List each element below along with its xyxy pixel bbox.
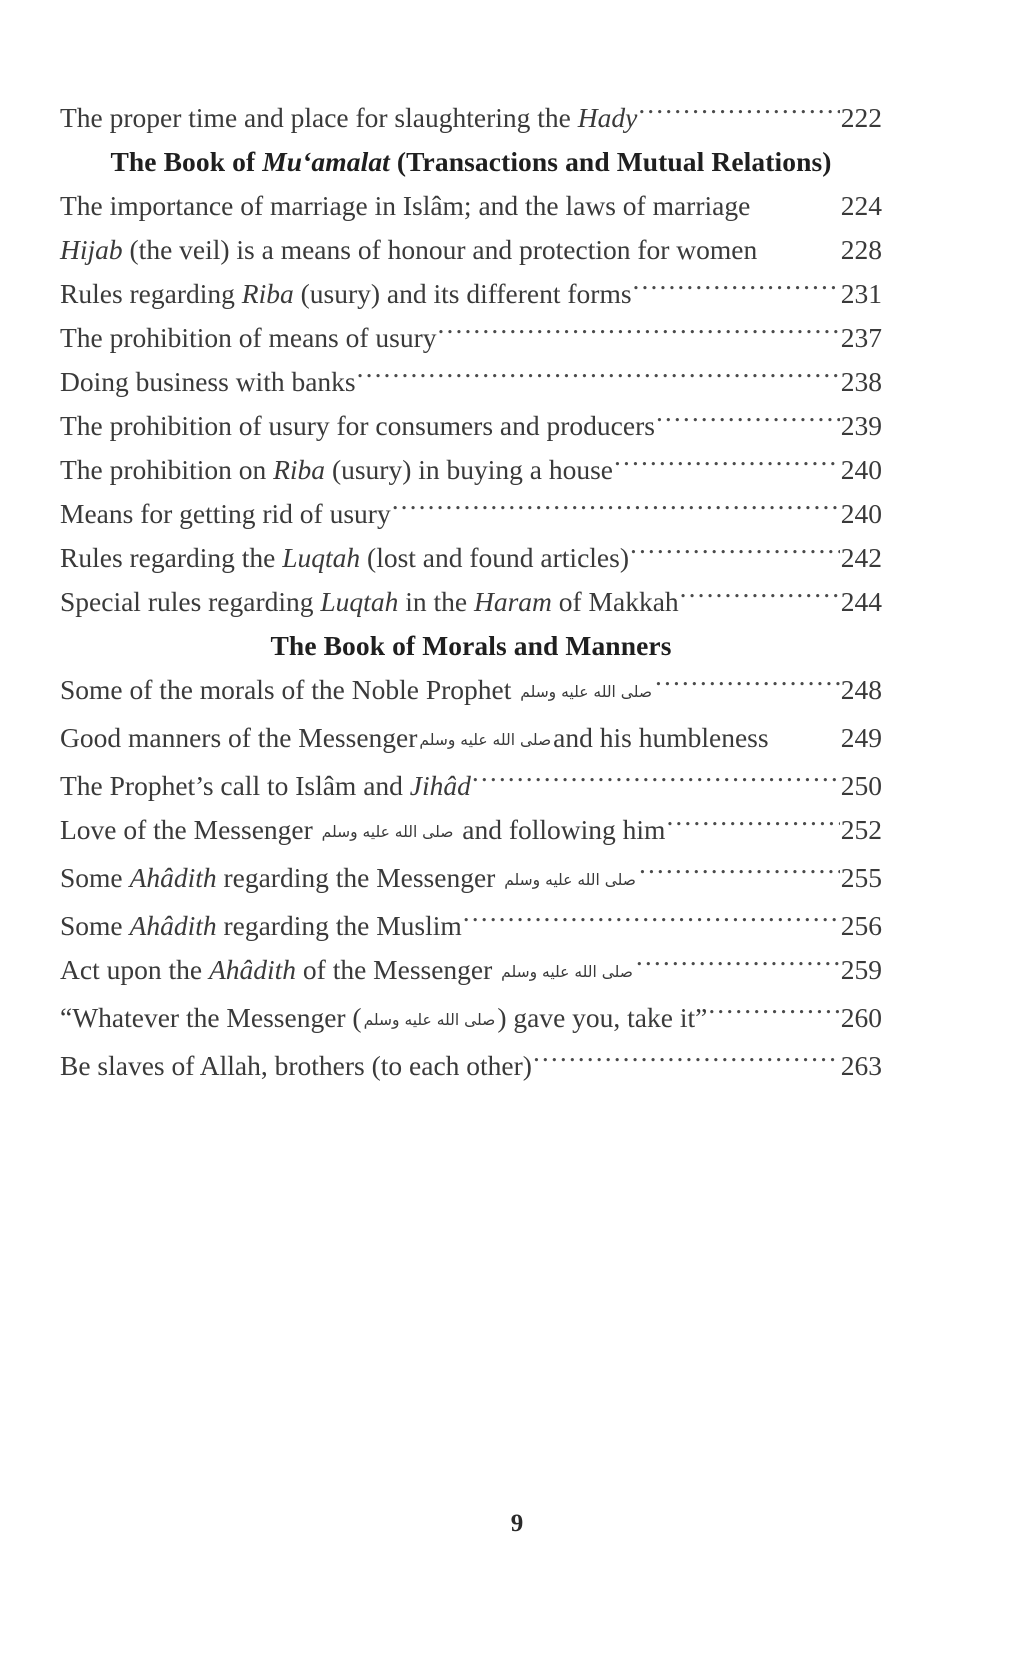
- toc-entry-title: [60, 96, 637, 140]
- toc-entry-title: [60, 536, 629, 580]
- toc-entry-title: [60, 184, 750, 228]
- toc-entry-title: [60, 904, 462, 948]
- toc-dot-leader: [438, 320, 840, 348]
- toc-title-text: Rules regarding the: [60, 542, 283, 573]
- toc-title-text: (Transactions and Mutual Relations): [389, 146, 832, 177]
- toc-dot-leader: [633, 276, 840, 304]
- toc-title-text: The prohibition of means of usury: [60, 322, 437, 353]
- toc-title-italic-term: Mu‘amalat: [262, 146, 390, 177]
- toc-dot-leader: [392, 496, 840, 524]
- toc-entry[interactable]: [60, 536, 882, 580]
- toc-title-text: of Makkah: [551, 586, 679, 617]
- toc-title-text: (the veil) is a means of honour and protection for women: [122, 234, 758, 265]
- toc-title-text: ) gave you, take it”: [497, 1002, 708, 1033]
- toc-title-text: Act upon the: [60, 954, 209, 985]
- toc-entry-title: [60, 404, 655, 448]
- toc-title-text: Love of the Messenger: [60, 814, 320, 845]
- salawat-arabic-honorific: صلى الله عليه وسلم: [504, 871, 636, 889]
- toc-dot-leader: [680, 584, 840, 612]
- toc-title-text: and following him: [455, 814, 666, 845]
- toc-entry[interactable]: [60, 1044, 882, 1088]
- toc-page-number: 240: [840, 498, 882, 529]
- toc-dot-leader: [656, 408, 840, 436]
- toc-dot-leader: [636, 952, 840, 980]
- toc-dot-leader: [770, 720, 840, 748]
- toc-page-number: 228: [840, 234, 882, 265]
- salawat-arabic-honorific: صلى الله عليه وسلم: [321, 823, 454, 841]
- toc-dot-leader: [708, 1000, 839, 1028]
- toc-entry-title: [60, 448, 613, 492]
- toc-dot-leader: [639, 860, 840, 888]
- toc-dot-leader: [472, 768, 840, 796]
- toc-title-text: Good manners of the Messenger: [60, 722, 418, 753]
- toc-dot-leader: [463, 908, 840, 936]
- toc-entry-title: [60, 228, 757, 272]
- toc-title-text: (usury) in buying a house: [325, 454, 614, 485]
- toc-page-number: 248: [840, 674, 882, 705]
- toc-title-italic-term: Riba: [273, 454, 326, 485]
- toc-entry-title: [60, 1044, 532, 1088]
- toc-page-number: 256: [840, 910, 882, 941]
- toc-dot-leader: [357, 364, 840, 392]
- toc-entry[interactable]: [60, 764, 882, 808]
- toc-entry[interactable]: [60, 716, 882, 764]
- salawat-arabic-honorific: صلى الله عليه وسلم: [419, 731, 552, 749]
- toc-entry[interactable]: [60, 808, 882, 856]
- toc-entry[interactable]: [60, 668, 882, 716]
- toc-dot-leader: [614, 452, 840, 480]
- toc-entry-title: [60, 360, 356, 404]
- toc-entry[interactable]: [60, 184, 882, 228]
- toc-title-text: The importance of marriage in Islâm; and the laws of marriage: [60, 190, 751, 221]
- toc-entry-title: [60, 668, 654, 716]
- toc-title-text: The prohibition of usury for consumers and producers: [60, 410, 655, 441]
- toc-page-number: 239: [840, 410, 882, 441]
- toc-title-italic-term: Haram: [473, 586, 552, 617]
- toc-dot-leader: [638, 100, 839, 128]
- toc-entry[interactable]: [60, 996, 882, 1044]
- toc-entry-title: [60, 492, 391, 536]
- toc-dot-leader: [666, 812, 839, 840]
- toc-dot-leader: [751, 188, 839, 216]
- toc-entry[interactable]: [60, 492, 882, 536]
- toc-page-number: 237: [840, 322, 882, 353]
- toc-title-text: Some: [60, 910, 130, 941]
- toc-entry[interactable]: [60, 448, 882, 492]
- toc-page-number: 250: [840, 770, 882, 801]
- salawat-arabic-honorific: صلى الله عليه وسلم: [520, 683, 652, 701]
- toc-entry[interactable]: [60, 856, 882, 904]
- toc-entry-title: [60, 316, 437, 360]
- toc-entry-title: [60, 764, 471, 808]
- toc-section-heading: [60, 624, 882, 668]
- toc-title-italic-term: Ahâdith: [208, 954, 297, 985]
- toc-entry-title: [60, 580, 679, 624]
- toc-title-text: Means for getting rid of usury: [60, 498, 391, 529]
- toc-title-text: of the Messenger: [296, 954, 500, 985]
- toc-page-number: 260: [840, 1002, 882, 1033]
- toc-list: [60, 96, 882, 1088]
- toc-title-italic-term: Hijab: [60, 234, 123, 265]
- toc-title-text: The Book of Morals and Manners: [270, 630, 672, 661]
- toc-entry-title: [60, 808, 665, 856]
- toc-entry-title: [60, 716, 769, 764]
- toc-page-number: 259: [840, 954, 882, 985]
- toc-title-italic-term: Riba: [241, 278, 294, 309]
- toc-title-text: regarding the Muslim: [216, 910, 462, 941]
- toc-title-italic-term: Hady: [577, 102, 638, 133]
- toc-title-text: (usury) and its different forms: [293, 278, 632, 309]
- toc-title-text: “Whatever the Messenger (: [60, 1002, 362, 1033]
- page-folio-number: 9: [510, 1510, 524, 1537]
- toc-title-text: regarding the Messenger: [216, 862, 503, 893]
- toc-title-italic-term: Luqtah: [282, 542, 361, 573]
- toc-entry-title: [60, 948, 635, 996]
- salawat-arabic-honorific: صلى الله عليه وسلم: [363, 1011, 496, 1029]
- toc-entry-title: [110, 146, 831, 177]
- toc-page-number: 238: [840, 366, 882, 397]
- toc-entry[interactable]: [60, 96, 882, 140]
- toc-entry-title: [270, 630, 671, 661]
- toc-title-italic-term: Jihâd: [409, 770, 471, 801]
- toc-entry[interactable]: [60, 360, 882, 404]
- toc-dot-leader: [655, 672, 840, 700]
- toc-page-number: 242: [840, 542, 882, 573]
- toc-page-number: 224: [840, 190, 882, 221]
- toc-title-text: and his humbleness: [553, 722, 769, 753]
- toc-dot-leader: [630, 540, 840, 568]
- toc-title-italic-term: Luqtah: [320, 586, 399, 617]
- toc-title-text: in the: [398, 586, 474, 617]
- toc-entry-title: [60, 996, 707, 1044]
- toc-entry[interactable]: [60, 948, 882, 996]
- toc-dot-leader: [758, 232, 840, 260]
- toc-entry[interactable]: [60, 404, 882, 448]
- toc-page-number: 249: [840, 722, 882, 753]
- salawat-arabic-honorific: صلى الله عليه وسلم: [501, 963, 633, 981]
- toc-page-number: 263: [840, 1050, 882, 1081]
- toc-dot-leader: [533, 1048, 840, 1076]
- toc-title-text: Special rules regarding: [60, 586, 321, 617]
- toc-title-text: (lost and found articles): [360, 542, 629, 573]
- toc-page-number: 231: [840, 278, 882, 309]
- toc-title-text: The Book of: [110, 146, 263, 177]
- toc-entry[interactable]: [60, 316, 882, 360]
- toc-entry[interactable]: [60, 272, 882, 316]
- toc-entry-title: [60, 272, 632, 316]
- toc-entry[interactable]: [60, 580, 882, 624]
- toc-entry[interactable]: [60, 228, 882, 272]
- toc-title-text: The prohibition on: [60, 454, 274, 485]
- toc-title-italic-term: Ahâdith: [129, 910, 217, 941]
- toc-title-text: Some: [60, 862, 130, 893]
- toc-title-text: Doing business with banks: [60, 366, 356, 397]
- toc-title-text: The proper time and place for slaughtering the: [60, 102, 578, 133]
- toc-page-number: 222: [840, 102, 882, 133]
- toc-page-number: 240: [840, 454, 882, 485]
- toc-title-text: Some of the morals of the Noble Prophet: [60, 674, 519, 705]
- toc-page-number: 255: [840, 862, 882, 893]
- toc-entry[interactable]: [60, 904, 882, 948]
- toc-title-italic-term: Ahâdith: [129, 862, 217, 893]
- toc-title-text: Rules regarding: [60, 278, 242, 309]
- toc-title-text: Be slaves of Allah, brothers (to each other): [60, 1050, 532, 1081]
- toc-page-number: 252: [840, 814, 882, 845]
- toc-section-heading: [60, 140, 882, 184]
- toc-title-text: The Prophet’s call to Islâm and: [60, 770, 410, 801]
- toc-page-number: 244: [840, 586, 882, 617]
- toc-entry-title: [60, 856, 638, 904]
